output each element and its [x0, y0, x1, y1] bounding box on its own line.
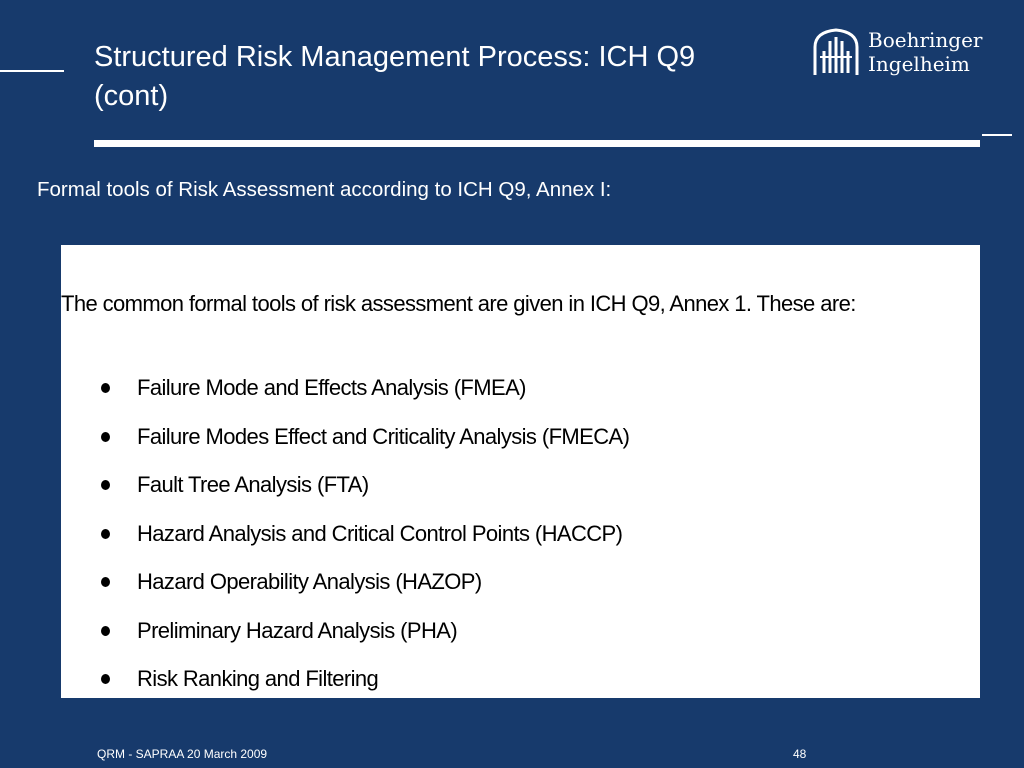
logo-line2: Ingelheim [868, 52, 970, 76]
left-rule-divider [0, 70, 64, 72]
boehringer-ingelheim-logo-icon [810, 27, 862, 79]
list-item [95, 422, 955, 471]
list-item-label: Hazard Operability Analysis (HAZOP) [137, 569, 482, 594]
risk-tools-list [95, 373, 955, 713]
list-item [95, 567, 955, 616]
bullet-icon [101, 674, 110, 684]
logo-wordmark [868, 28, 983, 76]
logo-line1: Boehringer [868, 28, 983, 52]
footer-presentation-info: QRM - SAPRAA 20 March 2009 [97, 747, 268, 761]
list-item-label: Failure Modes Effect and Criticality Analysis (FMECA) [137, 423, 630, 449]
bullet-icon [101, 577, 110, 587]
list-item [95, 373, 955, 422]
right-rule-divider [982, 134, 1012, 136]
bullet-icon [101, 626, 110, 636]
bullet-icon [101, 432, 110, 442]
list-item [95, 519, 955, 568]
slide-title-line2: (cont) [94, 80, 169, 112]
list-item [95, 664, 955, 713]
company-logo [810, 24, 1010, 84]
bullet-icon [101, 383, 110, 393]
slide-title [94, 38, 814, 116]
slide-title-line1: Structured Risk Management Process: ICH Q9 [94, 41, 696, 73]
list-item [95, 470, 955, 519]
title-underline-bar [94, 140, 980, 147]
list-item-label: Failure Mode and Effects Analysis (FMEA) [137, 375, 526, 400]
list-item [95, 616, 955, 665]
footer-page-number: 48 [793, 747, 807, 761]
bullet-icon [101, 529, 110, 539]
content-panel [61, 245, 980, 698]
bullet-icon [101, 480, 110, 490]
panel-intro-text: The common formal tools of risk assessment are given in ICH Q9, Annex 1. These are: [61, 291, 856, 316]
slide-subtitle: Formal tools of Risk Assessment according to ICH Q9, Annex I: [37, 178, 612, 201]
list-item-label: Fault Tree Analysis (FTA) [137, 472, 369, 497]
list-item-label: Hazard Analysis and Critical Control Points (HACCP) [137, 520, 623, 546]
list-item-label: Risk Ranking and Filtering [137, 666, 379, 691]
list-item-label: Preliminary Hazard Analysis (PHA) [137, 617, 458, 643]
